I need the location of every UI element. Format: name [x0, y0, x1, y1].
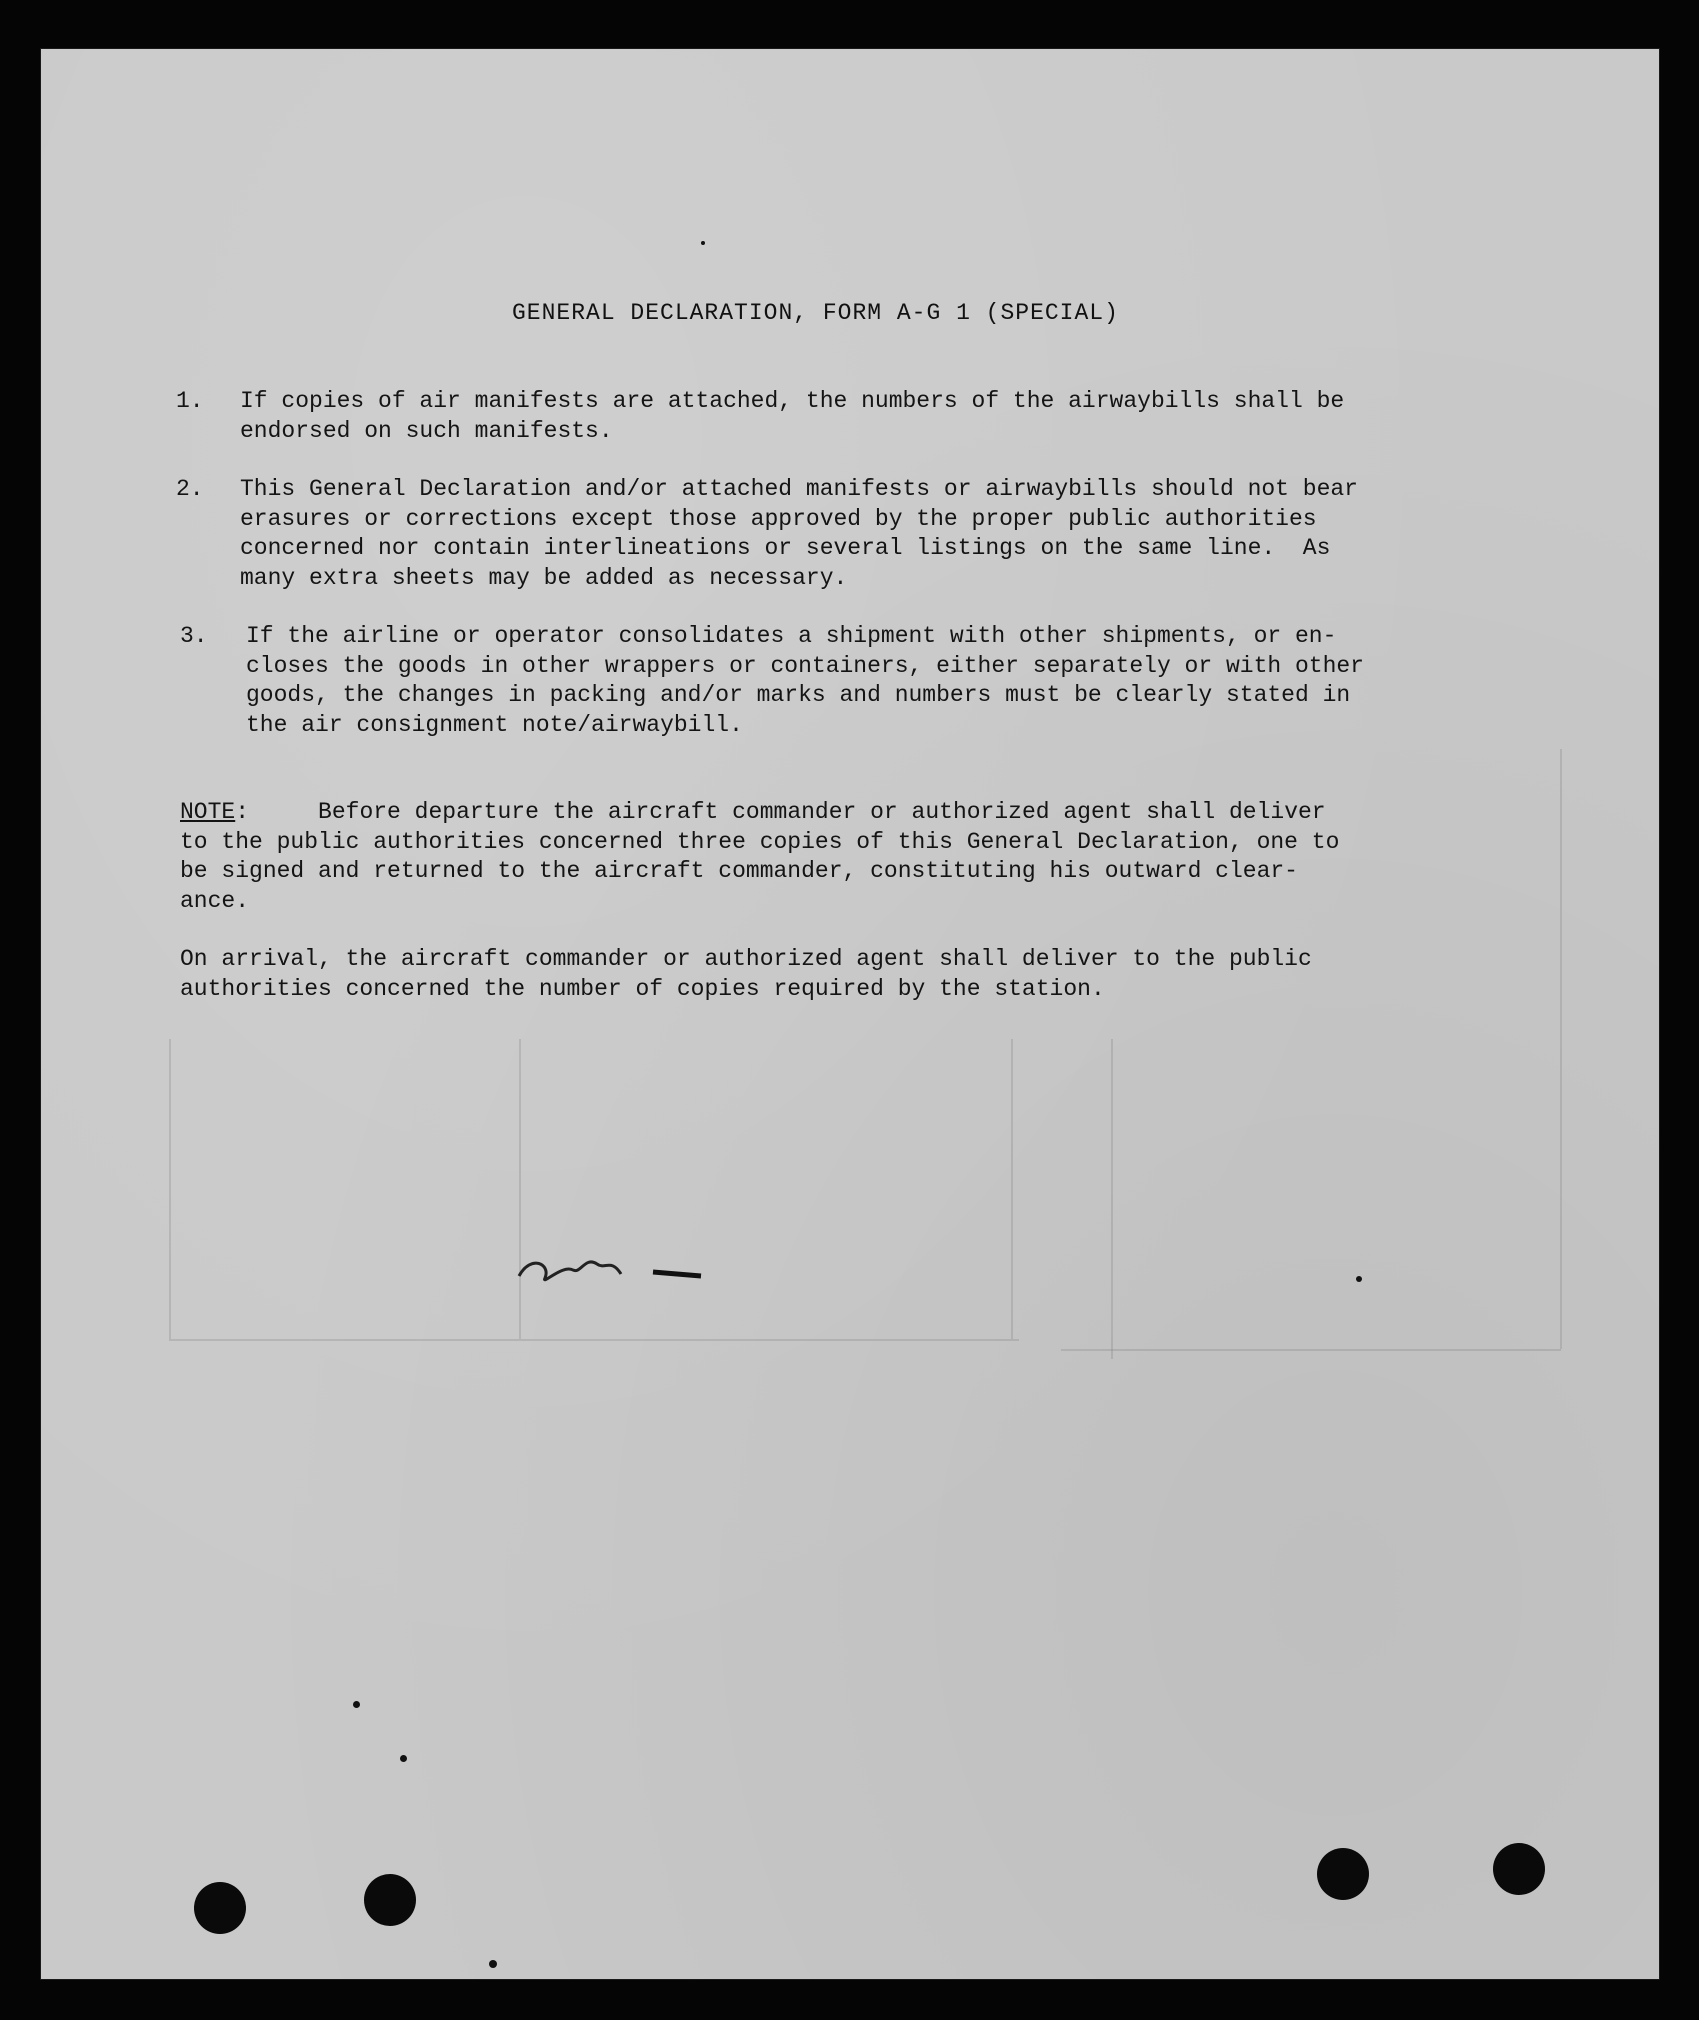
- punch-hole: [194, 1882, 246, 1934]
- note-text-line: be signed and returned to the aircraft commander, constituting his outward clear-: [180, 858, 1298, 884]
- note-label: NOTE: [180, 799, 236, 825]
- speck: [489, 1960, 497, 1968]
- note-text-line: to the public authorities concerned three copies of this General Declaration, one to: [180, 828, 1340, 855]
- item-number: 3.: [180, 623, 208, 649]
- item-text-line: If the airline or operator consolidates a shipment with other shipments, or en-: [246, 623, 1337, 649]
- note-text-line: ance.: [180, 887, 250, 914]
- bleed-through-line: [1011, 1039, 1013, 1339]
- bleed-through-line: [1061, 1349, 1561, 1351]
- item-text-line: This General Declaration and/or attached manifests or airwaybills should not bear: [240, 476, 1358, 502]
- arrival-text-line: authorities concerned the number of copies required by the station.: [180, 975, 1105, 1002]
- arrival-text-line: On arrival, the aircraft commander or authorized agent shall deliver to the public: [180, 946, 1312, 972]
- page-title: GENERAL DECLARATION, FORM A-G 1 (SPECIAL): [512, 300, 1119, 326]
- item-text-line: the air consignment note/airwaybill.: [246, 711, 743, 738]
- punch-hole: [1493, 1843, 1545, 1895]
- note-colon: :: [235, 799, 250, 825]
- item-text-line: closes the goods in other wrappers or containers, either separately or with other: [246, 652, 1364, 679]
- bleed-through-line: [1560, 749, 1562, 1349]
- bleed-through-line: [519, 1039, 521, 1339]
- note-text-line: Before departure the aircraft commander or authorized agent shall deliver: [249, 799, 1326, 825]
- punch-hole: [1317, 1848, 1369, 1900]
- item-number: 1.: [176, 388, 204, 414]
- speck: [701, 241, 705, 245]
- item-number: 2.: [176, 476, 204, 502]
- item-text-line: many extra sheets may be added as necessary.: [240, 564, 848, 591]
- speck: [400, 1755, 407, 1762]
- item-text-line: erasures or corrections except those approved by the proper public authorities: [240, 505, 1317, 532]
- bleed-through-line: [1111, 1039, 1113, 1359]
- item-text-line: concerned nor contain interlineations or several listings on the same line. As: [240, 535, 1331, 561]
- paper-sheet: [41, 49, 1659, 1979]
- item-text-line: If copies of air manifests are attached, the numbers of the airwaybills shall be: [240, 388, 1345, 414]
- item-text-line: goods, the changes in packing and/or marks and numbers must be clearly stated in: [246, 682, 1351, 708]
- item-text-line: endorsed on such manifests.: [240, 417, 613, 444]
- note-first-line: [180, 798, 1326, 828]
- speck: [353, 1701, 360, 1708]
- speck: [1356, 1276, 1362, 1282]
- bleed-through-line: [169, 1039, 171, 1339]
- handwritten-mark: [511, 1234, 751, 1294]
- bleed-through-line: [169, 1339, 1019, 1341]
- punch-hole: [364, 1874, 416, 1926]
- arrival-paragraph: [180, 945, 1312, 1063]
